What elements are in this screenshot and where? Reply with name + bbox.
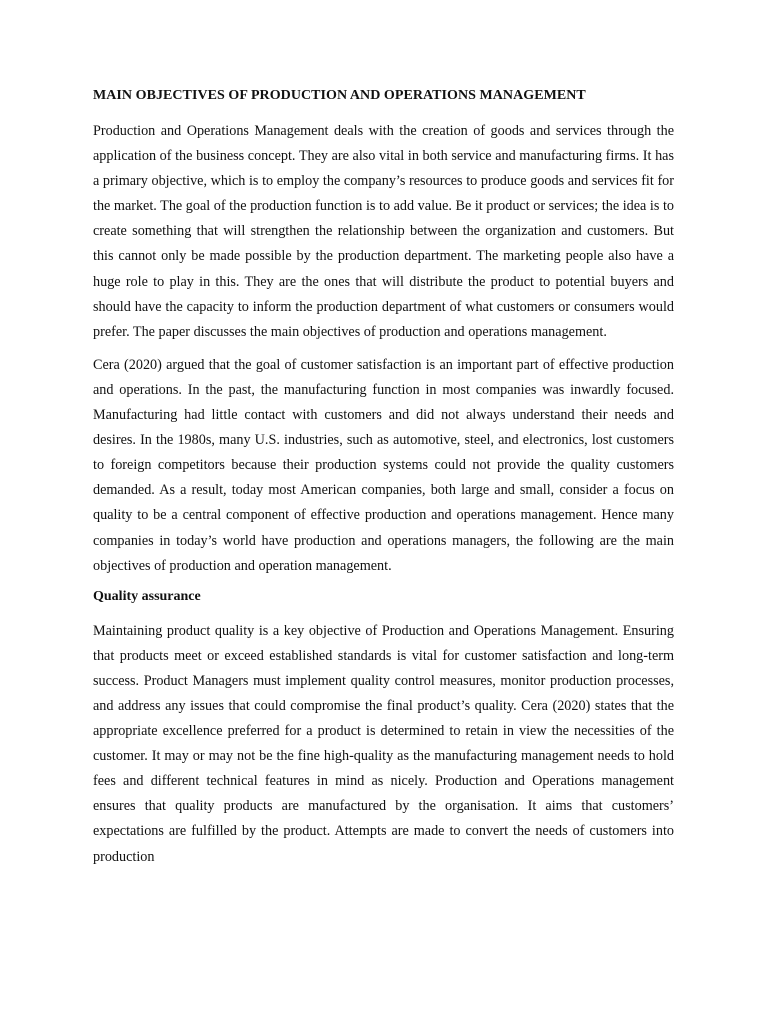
document-page [93, 86, 674, 878]
intro-paragraph-2: Cera (2020) argued that the goal of customer satisfaction is an important part of effective production and operations. In the past, the manufacturing function in most companies was inwardly focused. Manufacturing had little contact with customers and did not always understand their needs and desires. In the 1980s, many U.S. industries, such as automotive, steel, and electronics, lost customers to foreign competitors because their production systems could not provide the quality customers demanded. As a result, today most American companies, both large and small, consider a focus on quality to be a central component of effective production and operations management. Hence many companies in today’s world have production and operations managers, the following are the main objectives of production and operation management. [93, 356, 674, 574]
intro-paragraph-1: Production and Operations Management deals with the creation of goods and services through the application of the business concept. They are also vital in both service and manufacturing firms. It has a primary objective, which is to employ the company’s resources to produce goods and services fit for the market. The goal of the production function is to add value. Be it product or services; the idea is to create something that will strengthen the relationship between the organization and customers. But this cannot only be made possible by the production department. The marketing people also have a huge role to play in this. They are the ones that will distribute the product to potential buyers and should have the capacity to inform the production department of what customers or consumers would prefer. The paper discusses the main objectives of production and operations management. [93, 123, 674, 340]
quality-assurance-paragraph: Maintaining product quality is a key objective of Production and Operations Management. Ensuring that products meet or exceed established standards is vital for customer satisfaction and long-term success. Product Managers must implement quality control measures, monitor production processes, and address any issues that could compromise the final product’s quality. Cera (2020) states that the appropriate excellence preferred for a product is determined to retain in view the necessities of the customer. It may or may not be the fine high-quality as the manufacturing management needs to hold fees and different technical features in mind as nicely. Production and Operations management ensures that quality products are manufactured by the organisation. It aims that customers’ expectations are fulfilled by the product. Attempts are made to convert the needs of customers into production [93, 622, 674, 865]
document-title: MAIN OBJECTIVES OF PRODUCTION AND OPERATIONS MANAGEMENT [93, 88, 586, 103]
section-heading-quality-assurance: Quality assurance [93, 588, 201, 604]
